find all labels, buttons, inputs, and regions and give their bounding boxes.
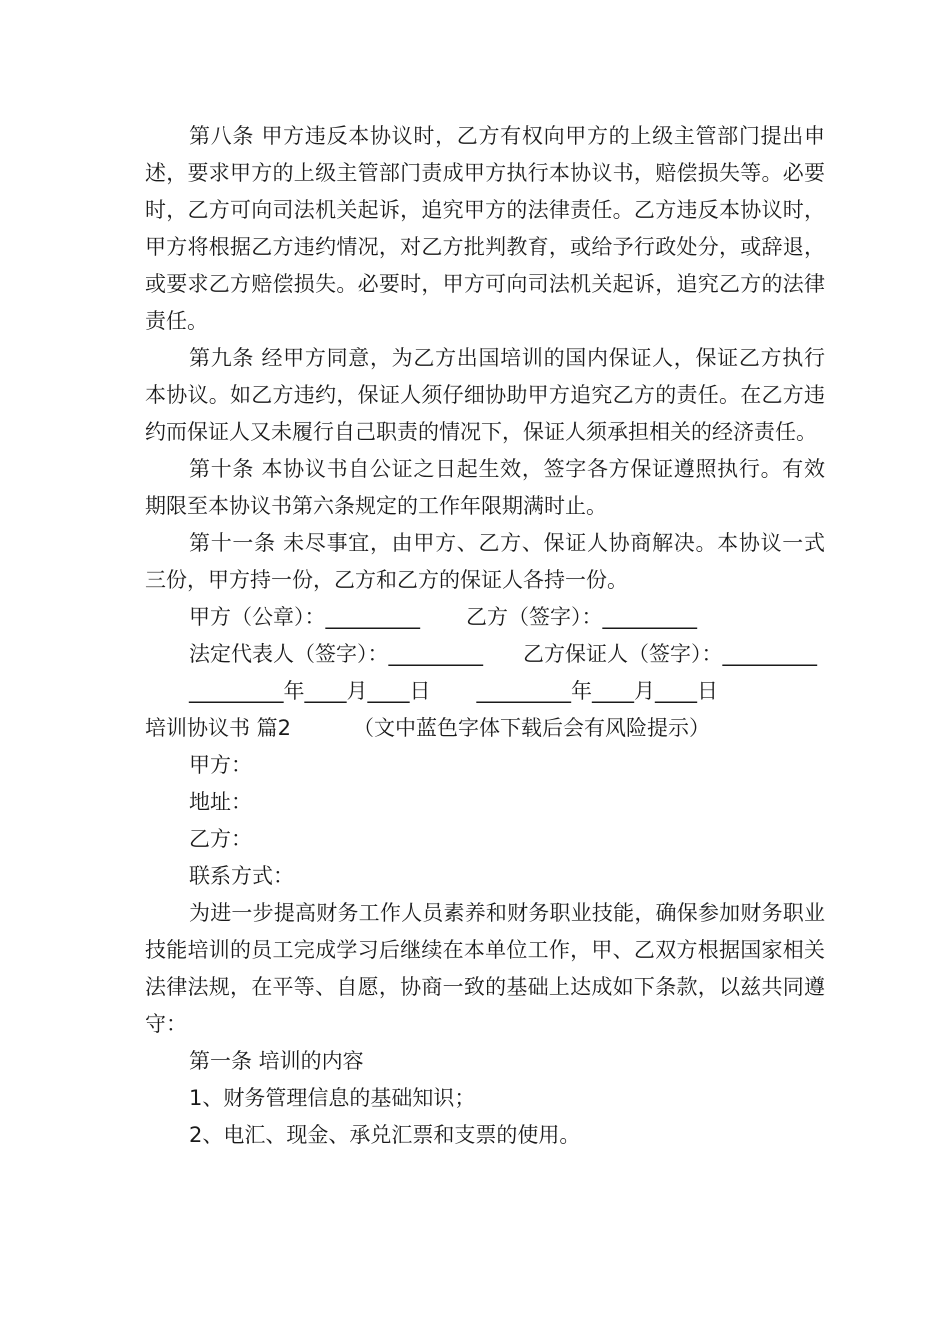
section-2-article-1: 第一条 培训的内容 <box>189 1049 364 1073</box>
party-b-sign-line: 乙方（签字）：_________ <box>466 605 697 629</box>
date-left: _________年____月____日 <box>189 679 431 703</box>
article-10: 第十条 本协议书自公证之日起生效，签字各方保证遵照执行。有效期限至本协议书第六条规定的工作年限期满时止。 <box>145 457 825 518</box>
article-11: 第十一条 未尽事宜，由甲方、乙方、保证人协商解决。本协议一式三份，甲方持一份，乙方和乙方的保证人各持一份。 <box>145 531 825 592</box>
document-page <box>145 118 825 1154</box>
party-a-field: 甲方： <box>189 753 252 777</box>
address-field: 地址： <box>189 790 252 814</box>
party-a-seal-line: 甲方（公章）：_________ <box>189 605 420 629</box>
section-2-heading <box>145 710 825 747</box>
date-right: _________年____月____日 <box>476 679 718 703</box>
contact-field: 联系方式： <box>189 864 294 888</box>
section-2-intro: 为进一步提高财务工作人员素养和财务职业技能，确保参加财务职业技能培训的员工完成学习后继续在本单位工作，甲、乙双方根据国家相关法律法规，在平等、自愿，协商一致的基础上达成如下条款，以兹共同遵守： <box>145 901 825 1036</box>
guarantor-line: 乙方保证人（签字）：_________ <box>523 642 817 666</box>
legal-rep-line: 法定代表人（签字）：_________ <box>189 642 483 666</box>
article-9: 第九条 经甲方同意，为乙方出国培训的国内保证人，保证乙方执行本协议。如乙方违约，保证人须仔细协助甲方追究乙方的责任。在乙方违约而保证人又未履行自己职责的情况下，保证人须承担相关的经济责任。 <box>145 346 825 444</box>
signature-row-1 <box>145 599 825 636</box>
list-item: 2、电汇、现金、承兑汇票和支票的使用。 <box>189 1123 581 1147</box>
signature-date-row <box>145 673 825 710</box>
party-b-field: 乙方： <box>189 827 252 851</box>
section-2-note: （文中蓝色字体下载后会有风险提示） <box>353 716 711 740</box>
signature-row-2 <box>145 636 825 673</box>
list-item: 1、财务管理信息的基础知识； <box>189 1086 476 1110</box>
article-8: 第八条 甲方违反本协议时，乙方有权向甲方的上级主管部门提出申述，要求甲方的上级主管部门责成甲方执行本协议书，赔偿损失等。必要时，乙方可向司法机关起诉，追究甲方的法律责任。乙方违反本协议时，甲方将根据乙方违约情况，对乙方批判教育，或给予行政处分，或辞退，或要求乙方赔偿损失。必要时，甲方可向司法机关起诉，追究乙方的法律责任。 <box>145 124 825 333</box>
section-2-title: 培训协议书 篇2 <box>145 716 292 740</box>
